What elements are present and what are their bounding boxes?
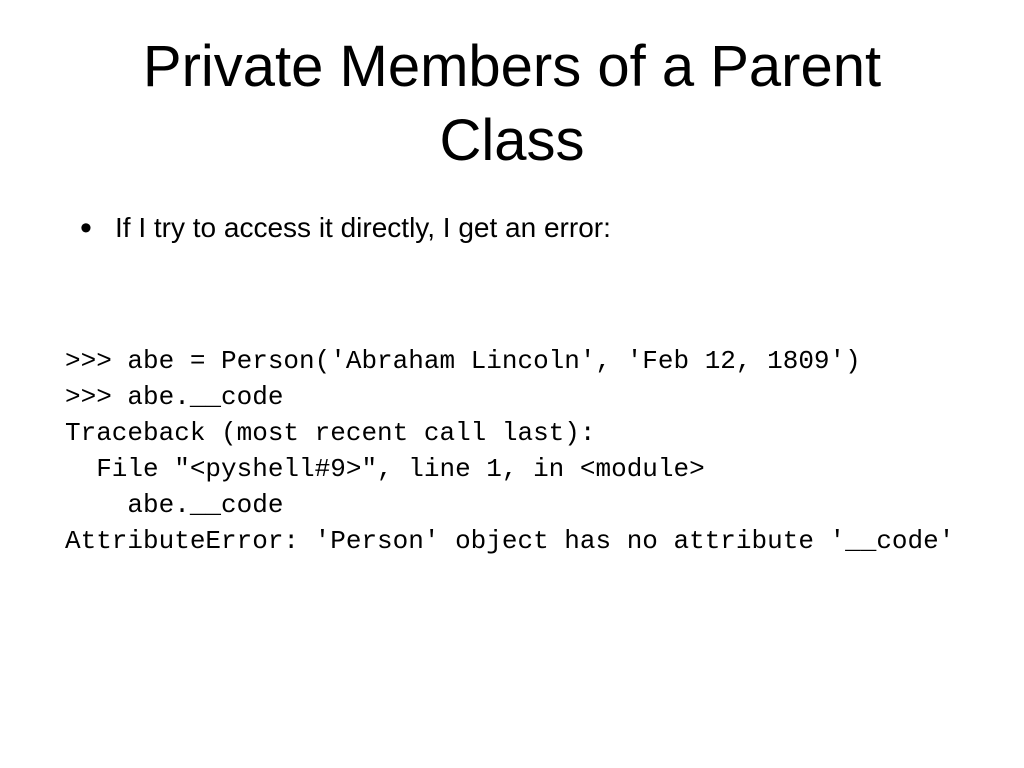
code-block (65, 343, 954, 559)
code-line: Traceback (most recent call last): (65, 418, 596, 448)
bullet-dot-icon: • (80, 209, 92, 247)
bullet-text: If I try to access it directly, I get an error: (115, 212, 611, 243)
slide-title-line-1: Private Members of a Parent (142, 34, 882, 99)
bullet-item (80, 206, 611, 250)
slide-title-line-2: Class (439, 108, 585, 173)
code-line: AttributeError: 'Person' object has no attribute '__code' (65, 526, 955, 556)
code-line: File "<pyshell#9>", line 1, in <module> (65, 454, 705, 484)
slide-title (0, 30, 1024, 178)
bullet-list (80, 206, 611, 250)
code-line: >>> abe.__code (65, 382, 284, 412)
code-line: abe.__code (65, 490, 284, 520)
code-line: >>> abe = Person('Abraham Lincoln', 'Feb 12, 1809') (65, 346, 861, 376)
